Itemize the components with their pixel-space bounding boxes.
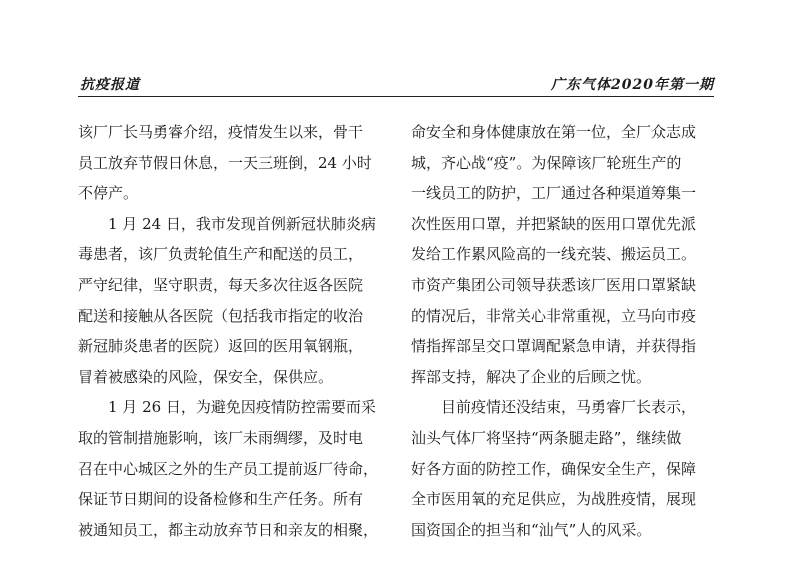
text-line: 配送和接触从各医院（包括我市指定的收治 bbox=[78, 306, 364, 325]
right-column bbox=[411, 117, 716, 545]
text-line: 城，齐心战“疫”。为保障该厂轮班生产的 bbox=[411, 153, 682, 172]
text-line: 好各方面的防控工作，确保安全生产，保障 bbox=[411, 459, 697, 478]
text-line: 汕头气体厂将坚持“两条腿走路”，继续做 bbox=[411, 428, 682, 447]
text-line: 取的管制措施影响，该厂未雨绸缪，及时电 bbox=[78, 428, 364, 447]
text-line: 1 月 24 日，我市发现首例新冠状肺炎病 bbox=[108, 214, 376, 233]
text-line: 毒患者，该厂负责轮值生产和配送的员工， bbox=[78, 245, 364, 264]
text-line: 召在中心城区之外的生产员工提前返厂待命， bbox=[78, 459, 379, 478]
text-line: 冒着被感染的风险，保安全，保供应。 bbox=[78, 367, 334, 386]
text-line: 目前疫情还没结束，马勇睿厂长表示， bbox=[441, 398, 697, 417]
text-line: 市资产集团公司领导获悉该厂医用口罩紧缺 bbox=[411, 275, 697, 294]
text-line: 不停产。 bbox=[78, 184, 139, 203]
text-line: 严守纪律，坚守职责，每天多次往返各医院 bbox=[78, 275, 364, 294]
text-line: 新冠肺炎患者的医院）返回的医用氧钢瓶， bbox=[78, 337, 364, 356]
text-line: 挥部支持，解决了企业的后顾之忧。 bbox=[411, 367, 652, 386]
header-divider bbox=[78, 96, 714, 97]
text-line: 保证节日期间的设备检修和生产任务。所有 bbox=[78, 490, 364, 509]
section-title: 抗疫报道 bbox=[80, 77, 140, 93]
text-line: 被通知员工，都主动放弃节日和亲友的相聚， bbox=[78, 520, 379, 539]
text-line: 一线员工的防护，工厂通过各种渠道筹集一 bbox=[411, 184, 697, 203]
text-line: 次性医用口罩，并把紧缺的医用口罩优先派 bbox=[411, 214, 697, 233]
text-line: 1 月 26 日，为避免因疫情防控需要而采 bbox=[108, 398, 376, 417]
issue-title: 广东气体2020年第一期 bbox=[551, 77, 714, 93]
text-line: 的情况后，非常关心非常重视，立马向市疫 bbox=[411, 306, 697, 325]
left-column bbox=[78, 117, 383, 545]
text-line: 员工放弃节假日休息，一天三班倒，24 小时 bbox=[78, 153, 372, 172]
text-line: 命安全和身体健康放在第一位，全厂众志成 bbox=[411, 123, 697, 141]
text-line: 全市医用氧的充足供应，为战胜疫情，展现 bbox=[411, 490, 697, 509]
text-line: 情指挥部呈交口罩调配紧急申请，并获得指 bbox=[411, 337, 697, 356]
text-line: 国资国企的担当和“汕气”人的风采。 bbox=[411, 520, 652, 539]
text-line: 该厂厂长马勇睿介绍，疫情发生以来，骨干 bbox=[78, 123, 364, 141]
text-line: 发给工作累风险高的一线充装、搬运员工。 bbox=[411, 245, 697, 264]
